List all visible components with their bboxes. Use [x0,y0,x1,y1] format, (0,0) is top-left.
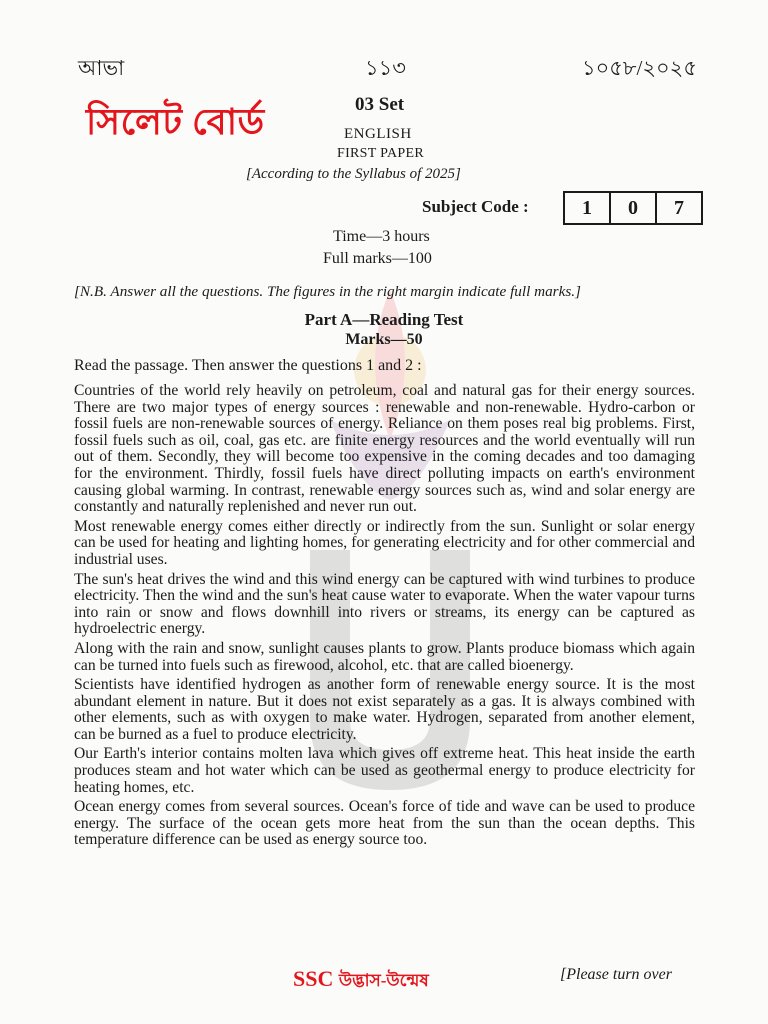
subject-code-digit: 7 [655,193,701,223]
set-label: 03 Set [355,94,405,115]
board-title: সিলেট বোর্ড [86,102,265,142]
exam-time: Time—3 hours [333,228,430,245]
passage-paragraph: Along with the rain and snow, sunlight causes plants to grow. Plants produce biomass which again can be turned into fuels such as firewood, alcohol, etc. that are called bioenergy. [74,639,695,674]
footer-brand-ssc: SSC [293,966,334,991]
part-a-title: Part A—Reading Test [304,310,464,329]
header-question-number: ১১৩ [365,56,406,80]
header-left-text: আভা [78,56,125,80]
full-marks: Full marks—100 [323,250,432,267]
passage-instruction: Read the passage. Then answer the questions 1 and 2 : [74,357,422,374]
subject-code-digit: 0 [609,193,655,223]
passage-paragraph: The sun's heat drives the wind and this wind energy can be captured with wind turbines to produce electricity. Then the wind and the sun's heat cause water to evaporate. When the water vapour turns into rain or snow and flows downhill into rivers or streams, its energy can be captured as hydroelectric energy. [74,570,695,638]
syllabus-note: [According to the Syllabus of 2025] [246,166,461,182]
reading-passage [74,383,695,852]
header-reference-number: ১০৫৮/২০২৫ [582,56,697,80]
footer-brand [293,966,429,996]
paper-title: FIRST PAPER [337,146,424,161]
part-a-marks: Marks—50 [345,331,423,348]
subject-code-label: Subject Code : [422,197,529,216]
subject-title: ENGLISH [344,126,412,142]
passage-paragraph: Ocean energy comes from several sources. Ocean's force of tide and wave can be used to produce energy. The surface of the ocean gets more heat from the sun than the ocean depths. This temperature difference can be used as energy source too. [74,798,695,849]
passage-paragraph: Countries of the world rely heavily on petroleum, coal and natural gas for their energy sources. There are two major types of energy sources : renewable and non-renewable. Hydro-carbon or fossil fuels are non-renewable sources of energy. Reliance on them poses real big problems. First, fossil fuels such as oil, coal, gas etc. are finite energy resources and the world eventually will run out of them. Secondly, they will become too expensive in the coming decades and too damaging for the environment. Thirdly, fossil fuels have direct polluting impacts on earth's environment causing global warming. In contrast, renewable energy sources such as, wind and solar energy are constantly and naturally replenished and never run out. [74,382,695,516]
footer-brand-bangla: উদ্ভাস-উন্মেষ [338,971,429,990]
passage-paragraph: Our Earth's interior contains molten lava which gives off extreme heat. This heat inside the earth produces steam and hot water which can be used as geothermal energy to produce electricity for heating homes, etc. [74,745,695,796]
subject-code-boxes [563,191,703,225]
instruction-note: [N.B. Answer all the questions. The figures in the right margin indicate full marks.] [74,283,581,300]
passage-paragraph: Most renewable energy comes either directly or indirectly from the sun. Sunlight or solar energy can be used for heating and lighting homes, for generating electricity and for other commercial and industrial uses. [74,517,695,568]
subject-code-digit: 1 [582,196,592,219]
turn-over-note: [Please turn over [560,966,672,983]
passage-paragraph: Scientists have identified hydrogen as another form of renewable energy source. It is the most abundant element in nature. But it does not exist separately as a gas. It is always combined with other elements, such as with oxygen to make water. Hydrogen, separated from another element, can be burned as a fuel to produce electricity. [74,676,695,743]
